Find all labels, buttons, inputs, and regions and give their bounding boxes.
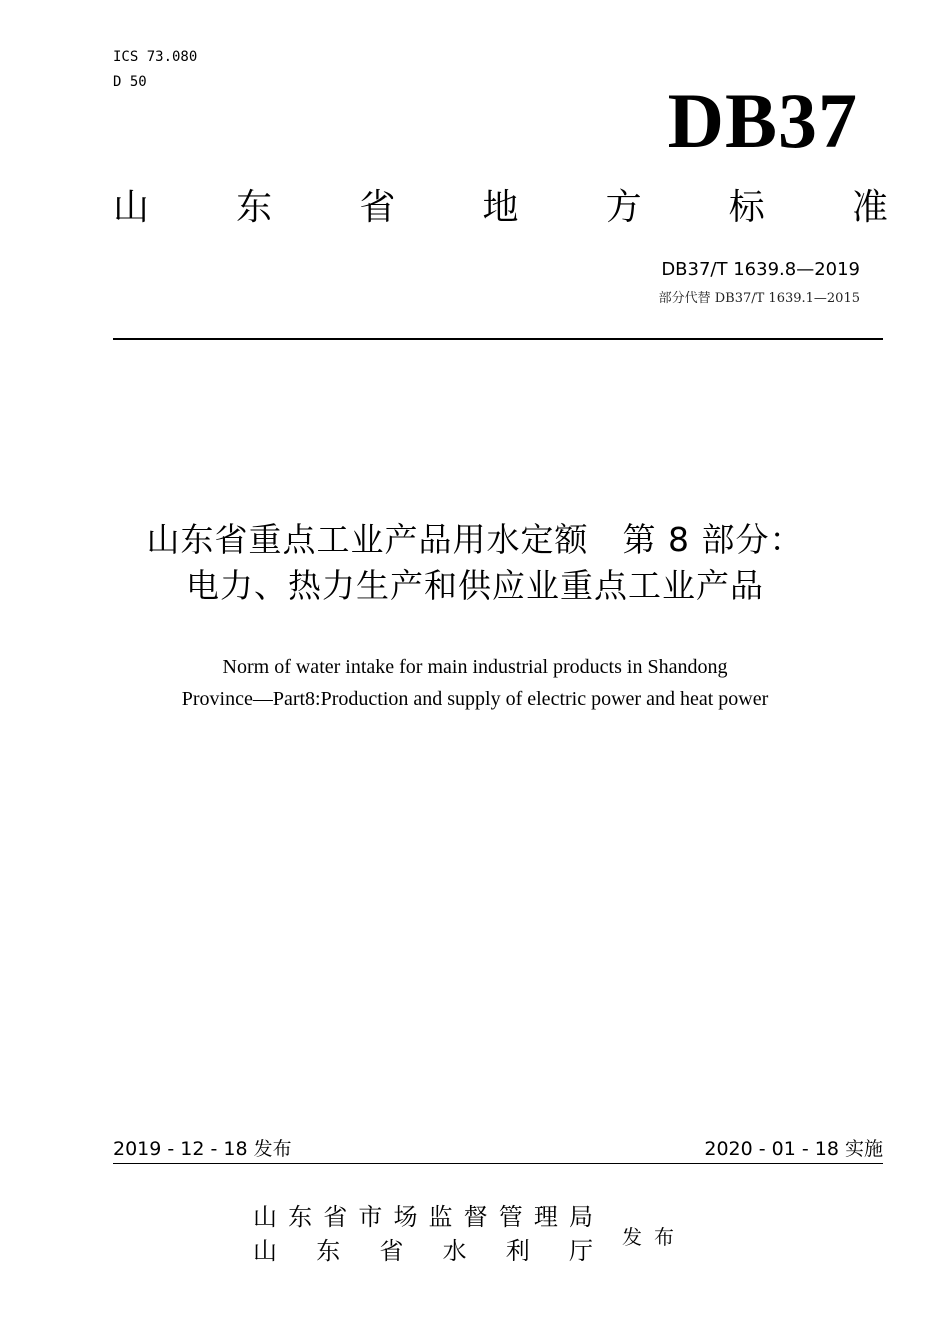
issuer-char: 省 <box>323 1203 348 1231</box>
english-title-line: Norm of water intake for main industrial products in Shandong <box>222 656 728 678</box>
ics-code: ICS 73.080 <box>113 49 198 65</box>
issuer-char: 督 <box>463 1203 488 1231</box>
issuer-char: 局 <box>568 1203 593 1231</box>
chinese-title <box>0 517 950 609</box>
issuer-char: 山 <box>253 1203 277 1231</box>
standard-type-char: 东 <box>236 187 273 228</box>
standard-type-char: 山 <box>113 187 150 228</box>
issuer-char: 利 <box>505 1237 530 1265</box>
issuer-char: 厅 <box>568 1237 593 1265</box>
chinese-title-line: 山东省重点工业产品用水定额 第 8 部分： <box>146 520 804 559</box>
replaces-note: 部分代替 DB37/T 1639.1—2015 <box>658 291 860 306</box>
footer-divider <box>113 1163 883 1164</box>
issuer-char: 市 <box>358 1203 383 1231</box>
db37-logo: DB37 <box>667 77 858 164</box>
issuer-char: 省 <box>379 1237 404 1265</box>
issuer-char: 东 <box>316 1237 341 1265</box>
issuer-char: 场 <box>393 1203 418 1231</box>
standard-type-heading <box>113 184 888 232</box>
standard-type-char: 地 <box>482 187 519 228</box>
standard-type-char: 准 <box>851 187 888 228</box>
issuer-char: 水 <box>442 1237 467 1265</box>
ccs-code: D 50 <box>113 74 147 90</box>
english-title-line: Province—Part8:Production and supply of electric power and heat power <box>181 688 769 710</box>
issue-date: 2019 - 12 - 18 发布 <box>113 1138 292 1160</box>
standard-type-char: 方 <box>605 187 642 228</box>
issuer-char: 理 <box>533 1203 558 1231</box>
issuer-market-supervision-bureau <box>253 1201 593 1233</box>
issuer-water-resources-department <box>253 1235 593 1267</box>
publish-label: 发布 <box>622 1225 686 1249</box>
issuer-char: 山 <box>253 1237 277 1265</box>
header-divider <box>113 338 883 340</box>
english-title <box>0 651 950 715</box>
issuer-char: 东 <box>288 1203 313 1231</box>
issuer-char: 管 <box>498 1203 523 1231</box>
implementation-date: 2020 - 01 - 18 实施 <box>704 1138 883 1160</box>
issuer-char: 监 <box>428 1203 453 1231</box>
standard-type-char: 省 <box>359 187 396 228</box>
standard-type-char: 标 <box>728 187 765 228</box>
chinese-title-line: 电力、热力生产和供应业重点工业产品 <box>186 566 764 605</box>
standard-number: DB37/T 1639.8—2019 <box>661 259 860 280</box>
